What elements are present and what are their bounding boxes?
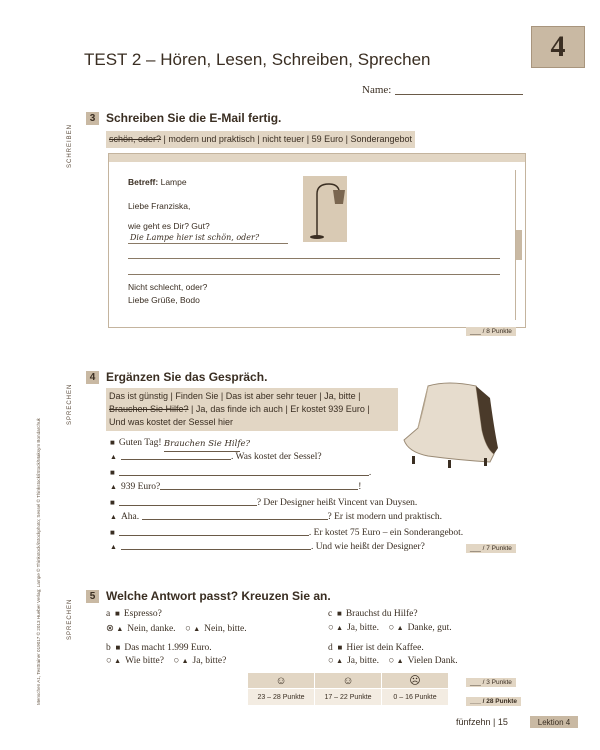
speaker-a-icon: ■ bbox=[110, 528, 115, 537]
word-crossed: schön, oder? bbox=[109, 134, 162, 144]
answer-text: Danke, gut. bbox=[407, 623, 452, 633]
checkbox[interactable]: ○ bbox=[106, 656, 112, 666]
answers-d bbox=[328, 656, 458, 666]
speaker-b-icon: ▲ bbox=[110, 483, 117, 491]
answer-text: Nein, danke. bbox=[127, 624, 176, 634]
dialogue-line-7 bbox=[110, 526, 463, 540]
lamp-base bbox=[310, 235, 324, 239]
lesson-number-badge: 4 bbox=[531, 26, 585, 68]
speaker-b-icon: ▲ bbox=[193, 625, 201, 633]
email-closing-1: Nicht schlecht, oder? bbox=[128, 282, 208, 292]
dialogue-text: ? Der Designer heißt Vincent van Duysen. bbox=[256, 498, 418, 508]
section-4-points: ___ / 7 Punkte bbox=[466, 544, 516, 553]
word-crossed: Brauchen Sie Hilfe? bbox=[109, 404, 189, 414]
question-label: b bbox=[106, 643, 111, 653]
side-label-schreiben: SCHREIBEN bbox=[67, 123, 73, 168]
word-list: | modern und praktisch | nicht teuer | 59 Euro | Sonderangebot bbox=[161, 134, 413, 144]
word-box-line-3: Und was kostet der Sessel hier bbox=[109, 417, 234, 427]
score-cell-bad bbox=[382, 673, 448, 705]
score-cell-good bbox=[248, 673, 315, 705]
dialogue-blank[interactable] bbox=[119, 535, 309, 536]
name-label: Name: bbox=[362, 84, 392, 96]
armchair-image bbox=[398, 378, 500, 470]
email-subject bbox=[128, 177, 187, 187]
checkbox[interactable]: ○ bbox=[328, 656, 334, 666]
side-label-sprechen-1: SPRECHEN bbox=[67, 383, 73, 425]
question-a bbox=[106, 609, 162, 619]
question-label: d bbox=[328, 643, 333, 653]
speaker-b-icon: ▲ bbox=[110, 513, 117, 521]
section-4-word-box bbox=[106, 388, 398, 431]
answers-c bbox=[328, 623, 452, 633]
lamp-shade bbox=[333, 190, 345, 204]
speaker-b-icon: ▲ bbox=[181, 657, 189, 665]
dialogue-text: . Er kostet 75 Euro – ein Sonderangebot. bbox=[308, 528, 464, 538]
dialogue-text: . Und wie heißt der Designer? bbox=[310, 542, 425, 552]
chair-leg-2 bbox=[448, 460, 451, 468]
dialogue-blank[interactable] bbox=[160, 489, 358, 490]
email-window-header bbox=[108, 153, 526, 162]
speaker-a-icon: ■ bbox=[110, 438, 115, 447]
total-points: ___ / 28 Punkte bbox=[466, 697, 521, 706]
checkbox[interactable]: ○ bbox=[185, 624, 191, 634]
dialogue-blank[interactable] bbox=[142, 519, 328, 520]
section-5-number: 5 bbox=[86, 590, 99, 603]
speaker-b-icon: ▲ bbox=[396, 624, 404, 632]
score-cell-ok bbox=[315, 673, 382, 705]
email-example-answer: Die Lampe hier ist schön, oder? bbox=[130, 233, 260, 242]
answers-a bbox=[106, 623, 247, 634]
score-range-bad: 0 – 16 Punkte bbox=[382, 689, 448, 705]
answer-text: Wie bitte? bbox=[125, 656, 164, 666]
chair-leg-1 bbox=[412, 456, 415, 464]
question-label: a bbox=[106, 609, 111, 619]
checkbox[interactable]: ○ bbox=[388, 623, 395, 633]
dialogue-blank[interactable] bbox=[119, 475, 369, 476]
speaker-b-icon: ▲ bbox=[336, 657, 344, 665]
smiley-neutral-icon: ☺ bbox=[315, 673, 381, 689]
dialogue-line-3 bbox=[110, 466, 371, 480]
question-text: Brauchst du Hilfe? bbox=[345, 609, 418, 619]
email-line-2: wie geht es Dir? Gut? bbox=[128, 221, 210, 231]
answer-text: Vielen Dank. bbox=[407, 656, 458, 666]
email-subject-value: Lampe bbox=[158, 177, 187, 187]
checkbox[interactable]: ○ bbox=[328, 623, 334, 633]
section-4-title: Ergänzen Sie das Gespräch. bbox=[106, 370, 268, 384]
dialogue-text: Aha. bbox=[120, 512, 140, 522]
dialogue-text: 939 Euro? bbox=[120, 482, 161, 492]
speaker-b-icon: ▲ bbox=[110, 543, 117, 551]
question-b bbox=[106, 643, 212, 653]
lamp-image bbox=[303, 176, 347, 242]
name-field[interactable] bbox=[362, 84, 523, 96]
checkbox-checked[interactable]: ⊗ bbox=[106, 624, 114, 634]
image-credits: Menschen A1, Testtrainer 019017 © 2013 Hueber Verlag; Lampe © Thinkstock/iStockphoto; Sessel © Thinkstock/iStock/Maksym Bondarchuk bbox=[36, 418, 41, 705]
dialogue-blank[interactable] bbox=[121, 549, 311, 550]
speaker-a-icon: ■ bbox=[336, 609, 342, 618]
dialogue-line-6 bbox=[110, 511, 442, 524]
word-box-line-1: Das ist günstig | Finden Sie | Das ist aber sehr teuer | Ja, bitte | bbox=[109, 391, 361, 401]
dialogue-line-4 bbox=[110, 481, 361, 494]
email-closing-2: Liebe Grüße, Bodo bbox=[128, 295, 200, 305]
dialogue-text: ! bbox=[358, 482, 362, 492]
speaker-b-icon: ▲ bbox=[110, 453, 117, 461]
speaker-b-icon: ▲ bbox=[336, 624, 344, 632]
answer-text: Ja, bitte. bbox=[347, 656, 379, 666]
section-3-word-box bbox=[106, 131, 415, 148]
dialogue-text: Guten Tag! bbox=[118, 438, 162, 448]
email-answer-line-2[interactable] bbox=[128, 274, 500, 275]
answers-b bbox=[106, 656, 226, 666]
word-list: | Ja, das finde ich auch | Er kostet 939 Euro | bbox=[188, 404, 370, 414]
page-title: TEST 2 – Hören, Lesen, Schreiben, Sprechen bbox=[84, 50, 431, 69]
speaker-a-icon: ■ bbox=[115, 643, 121, 652]
chair-leg-3 bbox=[484, 458, 487, 466]
question-d bbox=[328, 643, 424, 653]
side-label-sprechen-2: SPRECHEN bbox=[67, 598, 73, 640]
speaker-b-icon: ▲ bbox=[114, 657, 122, 665]
dialogue-blank[interactable] bbox=[121, 459, 231, 460]
score-table bbox=[248, 673, 448, 705]
checkbox[interactable]: ○ bbox=[388, 656, 395, 666]
email-example-line bbox=[128, 243, 288, 244]
section-3-number: 3 bbox=[86, 112, 99, 125]
speaker-a-icon: ■ bbox=[337, 643, 343, 652]
checkbox[interactable]: ○ bbox=[173, 656, 180, 666]
question-text: Das macht 1.999 Euro. bbox=[124, 643, 212, 653]
speaker-b-icon: ▲ bbox=[116, 625, 124, 633]
email-greeting: Liebe Franziska, bbox=[128, 201, 191, 211]
answer-text: Ja, bitte. bbox=[347, 623, 379, 633]
dialogue-text: ? Er ist modern und praktisch. bbox=[327, 512, 443, 522]
score-range-ok: 17 – 22 Punkte bbox=[315, 689, 381, 705]
speaker-a-icon: ■ bbox=[114, 609, 120, 618]
section-5-points: ___ / 3 Punkte bbox=[466, 678, 516, 687]
question-text: Hier ist dein Kaffee. bbox=[346, 643, 424, 653]
smiley-sad-icon: ☹ bbox=[382, 673, 448, 689]
section-3-title: Schreiben Sie die E-Mail fertig. bbox=[106, 111, 282, 125]
dialogue-line-2 bbox=[110, 451, 322, 464]
email-subject-label: Betreff: bbox=[128, 177, 159, 187]
speaker-a-icon: ■ bbox=[110, 468, 115, 477]
email-scrollbar-thumb[interactable] bbox=[516, 230, 522, 260]
answer-text: Nein, bitte. bbox=[204, 624, 247, 634]
speaker-b-icon: ▲ bbox=[396, 657, 404, 665]
lesson-label: Lektion 4 bbox=[530, 716, 578, 728]
section-5-title: Welche Antwort passt? Kreuzen Sie an. bbox=[106, 589, 331, 603]
lamp-image-bg bbox=[303, 176, 347, 242]
answer-text: Ja, bitte? bbox=[192, 656, 227, 666]
dialogue-line-5 bbox=[110, 496, 417, 510]
section-4-number: 4 bbox=[86, 371, 99, 384]
dialogue-example-answer: Brauchen Sie Hilfe? bbox=[164, 438, 240, 452]
score-range-good: 23 – 28 Punkte bbox=[248, 689, 314, 705]
word-box-line-2 bbox=[109, 403, 395, 416]
dialogue-text: . bbox=[368, 468, 372, 478]
smiley-happy-icon: ☺ bbox=[248, 673, 314, 689]
question-c bbox=[328, 609, 418, 619]
name-line[interactable] bbox=[395, 94, 523, 95]
email-answer-line-1[interactable] bbox=[128, 258, 500, 259]
question-text: Espresso? bbox=[123, 609, 162, 619]
page-number: fünfzehn | 15 bbox=[456, 717, 508, 727]
section-3-points: ___ / 8 Punkte bbox=[466, 327, 516, 336]
dialogue-text: . Was kostet der Sessel? bbox=[230, 452, 322, 462]
dialogue-line-8 bbox=[110, 541, 425, 554]
question-label: c bbox=[328, 609, 333, 619]
dialogue-blank[interactable] bbox=[119, 505, 257, 506]
speaker-a-icon: ■ bbox=[110, 498, 115, 507]
dialogue-line-1 bbox=[110, 436, 251, 452]
